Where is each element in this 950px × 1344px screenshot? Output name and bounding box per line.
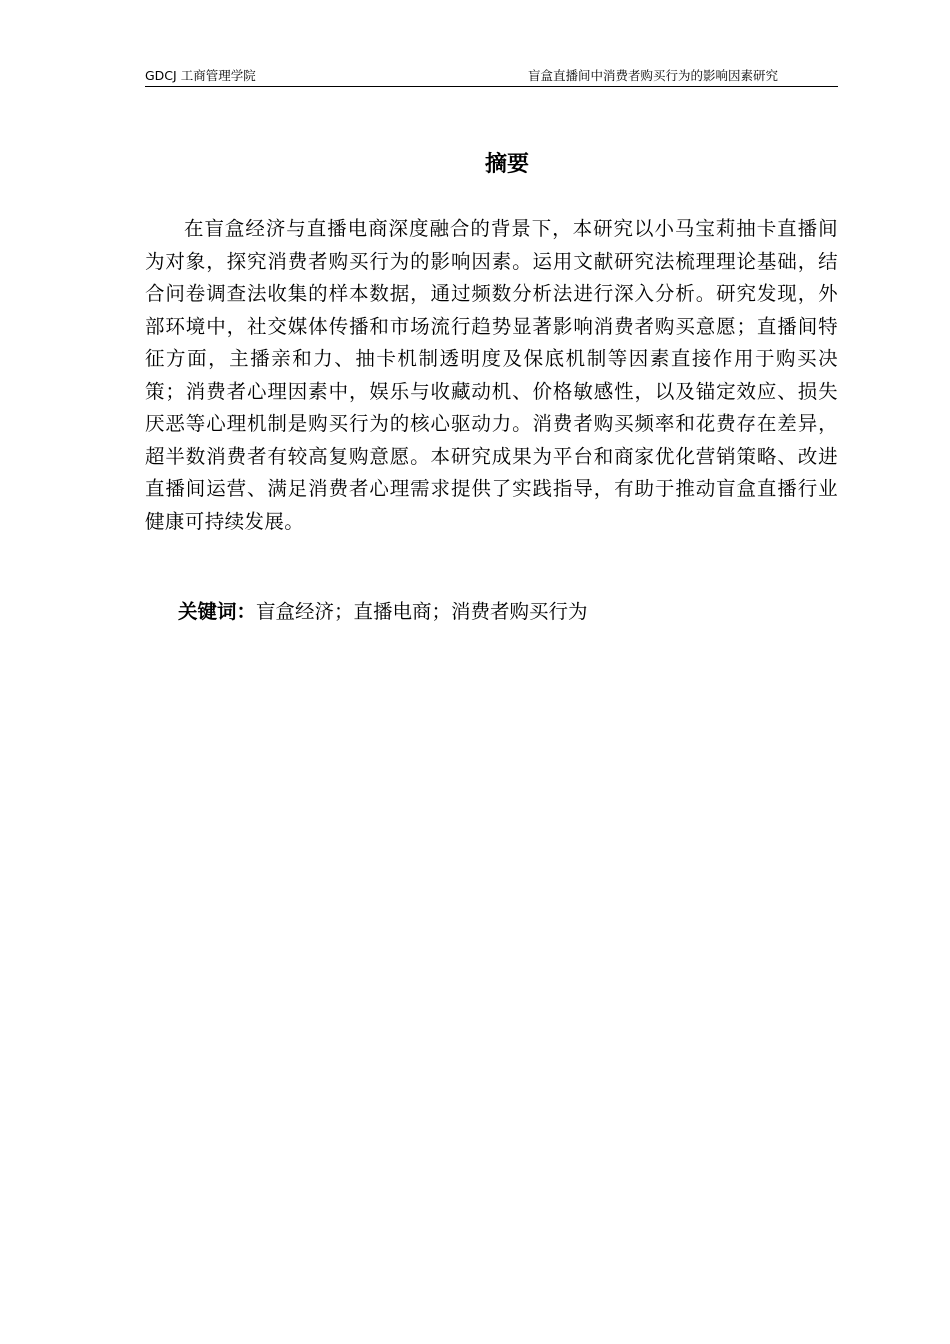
header-school: GDCJ 工商管理学院 (145, 68, 256, 83)
keywords-line (178, 597, 588, 627)
header-paper-title: 盲盒直播间中消费者购买行为的影响因素研究 (527, 68, 778, 83)
page-header (145, 66, 838, 87)
abstract-title: 摘要 (484, 152, 529, 177)
keywords-label: 关键词： (178, 600, 257, 623)
keywords-value: 盲盒经济；直播电商；消费者购买行为 (256, 600, 588, 623)
abstract-body: 在盲盒经济与直播电商深度融合的背景下，本研究以小马宝莉抽卡直播间为对象，探究消费者购买行为的影响因素。运用文献研究法梳理理论基础，结合问卷调查法收集的样本数据，通过频数分析法进行深入分析。研究发现，外部环境中，社交媒体传播和市场流行趋势显著影响消费者购买意愿；直播间特征方面，主播亲和力、抽卡机制透明度及保底机制等因素直接作用于购买决策；消费者心理因素中，娱乐与收藏动机、价格敏感性，以及锚定效应、损失厌恶等心理机制是购买行为的核心驱动力。消费者购买频率和花费存在差异，超半数消费者有较高复购意愿。本研究成果为平台和商家优化营销策略、改进直播间运营、满足消费者心理需求提供了实践指导，有助于推动盲盒直播行业健康可持续发展。 (145, 217, 838, 533)
